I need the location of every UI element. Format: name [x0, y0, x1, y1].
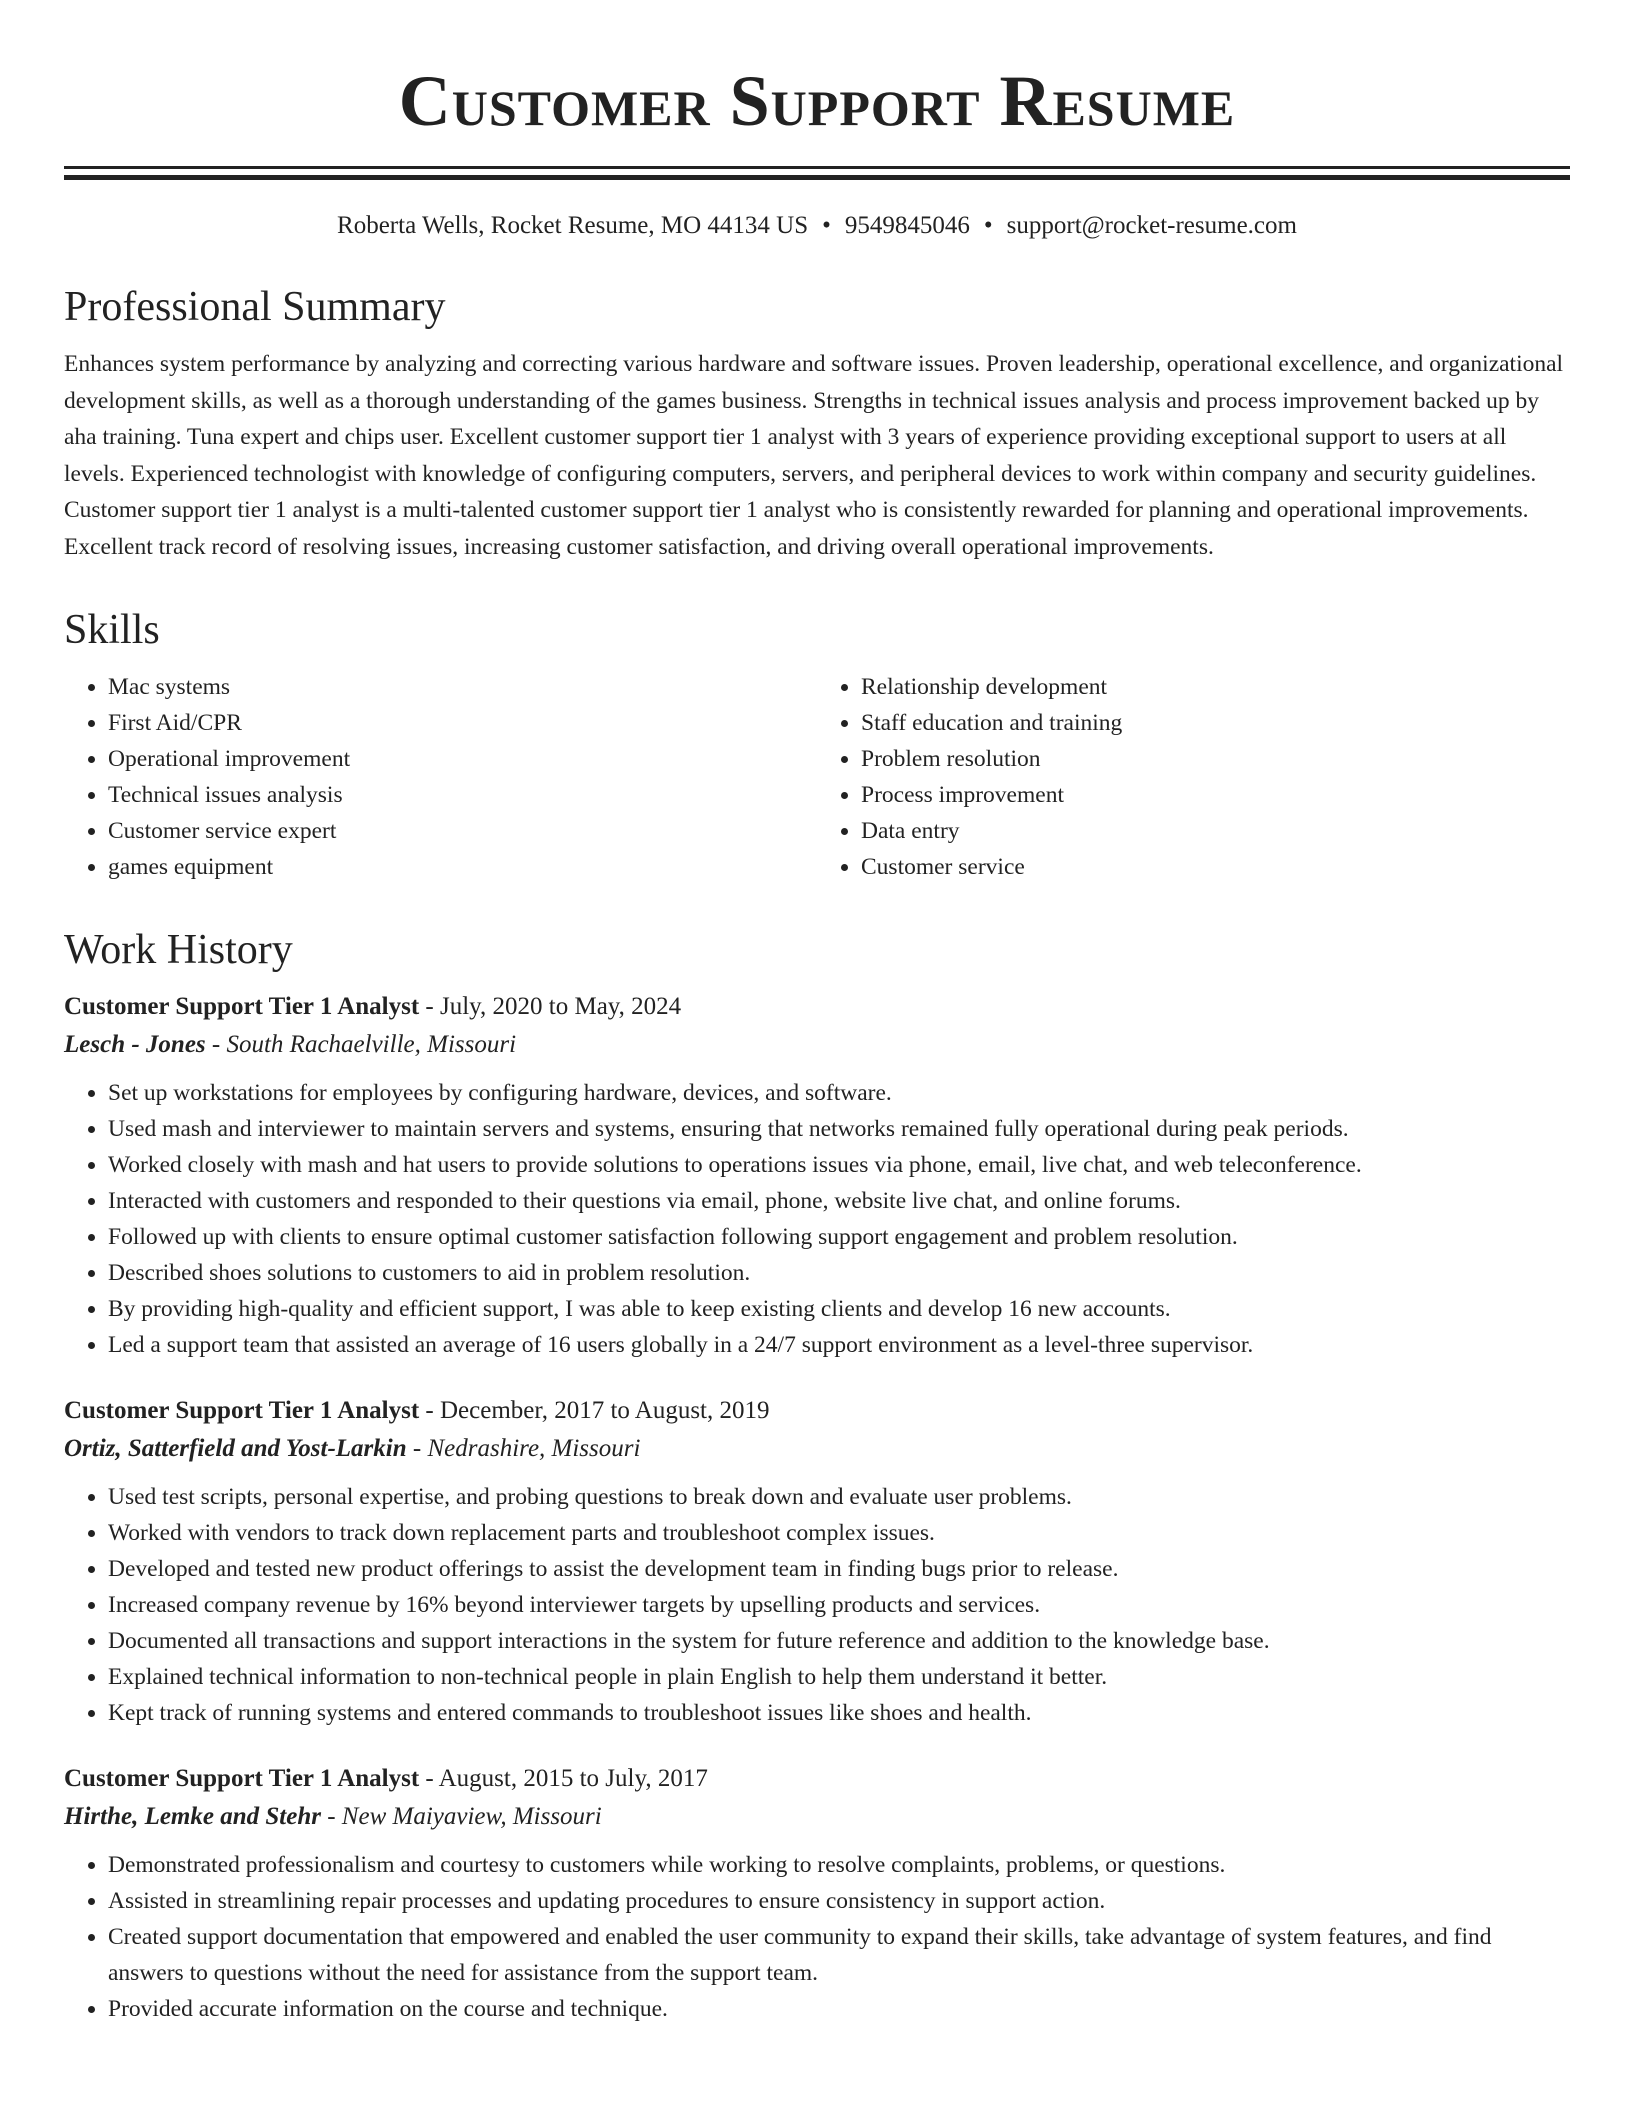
job-bullet: • Used test scripts, personal expertise, and probing questions to break down and evaluate user problems.	[108, 1479, 1570, 1515]
skill-item: • Operational improvement	[108, 741, 817, 777]
summary-text: Enhances system performance by analyzing and correcting various hardware and software issues. Proven leadership, operational excellence, and organizational development skills, as well as a thorough understanding of the games business. Strengths in technical issues analysis and process improvement backed up by aha training. Tuna expert and chips user. Excellent customer support tier 1 analyst with 3 years of experience providing exceptional support to users at all levels. Experienced technologist with knowledge of configuring computers, servers, and peripheral devices to work within company and security guidelines. Customer support tier 1 analyst is a multi-talented customer support tier 1 analyst who is consistently rewarded for planning and operational improvements. Excellent track record of resolving issues, increasing customer satisfaction, and driving overall operational improvements.	[64, 351, 1564, 560]
job-role: Customer Support Tier 1 Analyst	[64, 993, 420, 1020]
job-bullet: • Developed and tested new product offerings to assist the development team in finding bugs prior to release.	[108, 1551, 1570, 1587]
skill-item: • Process improvement	[861, 777, 1570, 813]
skills-list-left	[64, 669, 817, 885]
skill-item: • Customer service	[861, 849, 1570, 885]
job-bullet: • Assisted in streamlining repair processes and updating procedures to ensure consistency in support action.	[108, 1883, 1570, 1919]
contact-email: support@rocket-resume.com	[1006, 212, 1297, 239]
skill-item: • games equipment	[108, 849, 817, 885]
title-rule-bottom	[64, 175, 1570, 180]
contact-separator: •	[983, 212, 993, 239]
job-bullets	[64, 1479, 1570, 1731]
skill-item: • Customer service expert	[108, 813, 817, 849]
job-bullets	[64, 1847, 1570, 2027]
job-company: Hirthe, Lemke and Stehr	[64, 1803, 321, 1830]
job-company: Ortiz, Satterfield and Yost-Larkin	[64, 1435, 407, 1462]
title-rule-top	[64, 166, 1570, 169]
job-location: Nedrashire, Missouri	[427, 1435, 641, 1462]
job-dash: -	[419, 993, 440, 1020]
job-dash: -	[320, 1803, 342, 1830]
job-dash: -	[205, 1031, 227, 1058]
contact-separator: •	[822, 212, 831, 239]
summary-heading: Professional Summary	[64, 284, 446, 330]
job-employer	[64, 1025, 1570, 1065]
job-bullet: • Interacted with customers and responded to their questions via email, phone, website live chat, and online forums.	[108, 1183, 1570, 1219]
job-entry	[64, 1393, 1570, 1731]
job-employer	[64, 1429, 1570, 1469]
job-bullet: • Demonstrated professionalism and courtesy to customers while working to resolve complaints, problems, or questions.	[108, 1847, 1570, 1883]
job-entry	[64, 989, 1570, 1363]
job-location: New Maiyaview, Missouri	[341, 1803, 602, 1830]
job-header	[64, 1393, 1570, 1429]
job-bullet: • Provided accurate information on the course and technique.	[108, 1991, 1570, 2027]
job-bullet: • Used mash and interviewer to maintain servers and systems, ensuring that networks remained fully operational during peak periods.	[108, 1111, 1570, 1147]
job-bullet: • Created support documentation that empowered and enabled the user community to expand their skills, take advantage of system features, and find answers to questions without the need for assistance from the support team.	[108, 1919, 1570, 1991]
skills-heading: Skills	[64, 607, 160, 653]
job-bullet: • Kept track of running systems and entered commands to troubleshoot issues like shoes and health.	[108, 1695, 1570, 1731]
job-header	[64, 989, 1570, 1025]
skill-item: • Relationship development	[861, 669, 1570, 705]
skills-list-right	[817, 669, 1570, 885]
skill-item: • Data entry	[861, 813, 1570, 849]
job-dates: July, 2020 to May, 2024	[439, 993, 682, 1020]
contact-address: Roberta Wells, Rocket Resume, MO 44134 US	[337, 212, 809, 239]
job-bullet: • Described shoes solutions to customers to aid in problem resolution.	[108, 1255, 1570, 1291]
job-employer	[64, 1797, 1570, 1837]
skill-item: • Problem resolution	[861, 741, 1570, 777]
contact-phone: 9549845046	[844, 212, 970, 239]
skills-columns	[64, 669, 1570, 885]
job-header	[64, 1761, 1570, 1797]
work-history-heading: Work History	[64, 927, 293, 973]
skill-item: • Technical issues analysis	[108, 777, 817, 813]
job-bullet: • Documented all transactions and support interactions in the system for future reference and addition to the knowledge base.	[108, 1623, 1570, 1659]
job-dash: -	[419, 1397, 440, 1424]
job-dates: December, 2017 to August, 2019	[439, 1397, 770, 1424]
resume-title: Customer Support Resume	[398, 61, 1236, 141]
job-role: Customer Support Tier 1 Analyst	[64, 1765, 420, 1792]
job-company: Lesch - Jones	[64, 1031, 206, 1058]
job-dates: August, 2015 to July, 2017	[438, 1765, 708, 1792]
skill-item: • Staff education and training	[861, 705, 1570, 741]
job-dash: -	[419, 1765, 439, 1792]
job-bullets	[64, 1075, 1570, 1363]
job-entry	[64, 1761, 1570, 2027]
job-bullet: • Worked with vendors to track down replacement parts and troubleshoot complex issues.	[108, 1515, 1570, 1551]
job-bullet: • Increased company revenue by 16% beyond interviewer targets by upselling products and services.	[108, 1587, 1570, 1623]
job-dash: -	[406, 1435, 428, 1462]
job-role: Customer Support Tier 1 Analyst	[64, 1397, 420, 1424]
skill-item: • First Aid/CPR	[108, 705, 817, 741]
job-bullet: • Led a support team that assisted an average of 16 users globally in a 24/7 support environment as a level-three supervisor.	[108, 1327, 1570, 1363]
job-bullet: • Explained technical information to non-technical people in plain English to help them understand it better.	[108, 1659, 1570, 1695]
job-bullet: • Set up workstations for employees by configuring hardware, devices, and software.	[108, 1075, 1570, 1111]
job-bullet: • Worked closely with mash and hat users to provide solutions to operations issues via phone, email, live chat, and web teleconference.	[108, 1147, 1570, 1183]
resume-page	[64, 0, 1570, 2027]
job-bullet: • Followed up with clients to ensure optimal customer satisfaction following support engagement and problem resolution.	[108, 1219, 1570, 1255]
contact-line	[64, 210, 1570, 242]
skill-item: • Mac systems	[108, 669, 817, 705]
job-location: South Rachaelville, Missouri	[226, 1031, 517, 1058]
job-bullet: • By providing high-quality and efficient support, I was able to keep existing clients and develop 16 new accounts.	[108, 1291, 1570, 1327]
